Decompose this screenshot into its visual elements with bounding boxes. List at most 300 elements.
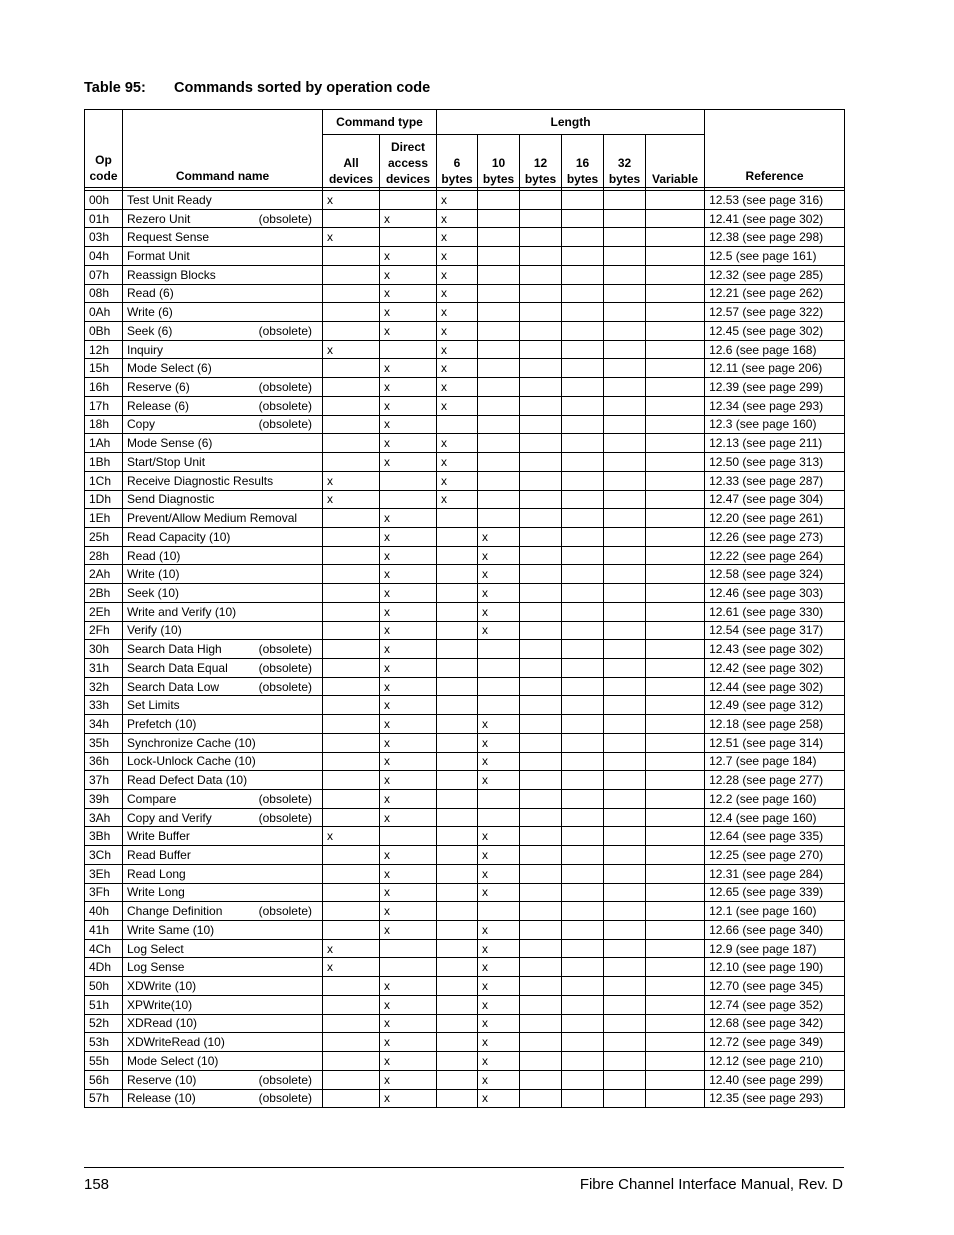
op-code-cell: 03h [85, 228, 123, 247]
bytes10-cell: x [478, 958, 520, 977]
bytes6-cell [437, 527, 478, 546]
bytes10-cell [478, 509, 520, 528]
reference-cell: 12.53 (see page 316) [705, 191, 845, 210]
bytes32-cell [604, 864, 646, 883]
bytes32-cell [604, 1070, 646, 1089]
bytes16-cell [562, 434, 604, 453]
bytes6-cell [437, 1014, 478, 1033]
table-row [85, 621, 845, 640]
bytes6-cell [437, 696, 478, 715]
variable-cell [646, 621, 705, 640]
bytes10-cell: x [478, 939, 520, 958]
bytes16-cell [562, 1033, 604, 1052]
bytes16-cell [562, 939, 604, 958]
bytes12-cell [520, 883, 562, 902]
bytes16-cell [562, 995, 604, 1014]
all-devices-cell: x [323, 471, 380, 490]
bytes6-cell [437, 790, 478, 809]
command-name-cell [123, 1033, 323, 1052]
bytes16-cell [562, 527, 604, 546]
bytes12-cell [520, 1033, 562, 1052]
op-code-cell: 0Ah [85, 303, 123, 322]
bytes16-cell [562, 846, 604, 865]
obsolete-note: (obsolete) [258, 1091, 312, 1106]
all-devices-cell [323, 977, 380, 996]
bytes16-cell [562, 864, 604, 883]
all-devices-cell [323, 303, 380, 322]
command-name-text: Mode Select (10) [127, 1053, 219, 1068]
bytes6-cell: x [437, 228, 478, 247]
bytes10-cell [478, 265, 520, 284]
command-name-cell [123, 546, 323, 565]
command-name-text: Write Buffer [127, 829, 190, 844]
command-name-cell [123, 584, 323, 603]
bytes16-cell [562, 771, 604, 790]
command-name-cell [123, 228, 323, 247]
command-name-text: Log Sense [127, 960, 185, 975]
all-devices-cell [323, 715, 380, 734]
op-code-cell: 32h [85, 677, 123, 696]
direct-access-cell: x [380, 453, 437, 472]
variable-cell [646, 790, 705, 809]
all-devices-cell [323, 808, 380, 827]
table-row [85, 958, 845, 977]
bytes12-cell [520, 1014, 562, 1033]
command-name-cell [123, 1070, 323, 1089]
bytes32-cell [604, 902, 646, 921]
table-body [85, 188, 845, 1108]
variable-cell [646, 921, 705, 940]
reference-cell: 12.25 (see page 270) [705, 846, 845, 865]
variable-cell [646, 322, 705, 341]
variable-cell [646, 359, 705, 378]
variable-cell [646, 658, 705, 677]
all-devices-cell [323, 696, 380, 715]
variable-cell [646, 396, 705, 415]
bytes6-cell [437, 808, 478, 827]
all-devices-cell [323, 995, 380, 1014]
bytes16-cell [562, 1070, 604, 1089]
footer-rule [84, 1167, 844, 1168]
command-name-text: Mode Sense (6) [127, 436, 213, 451]
reference-cell: 12.66 (see page 340) [705, 921, 845, 940]
direct-access-cell: x [380, 977, 437, 996]
bytes6-cell: x [437, 453, 478, 472]
variable-cell [646, 827, 705, 846]
variable-cell [646, 864, 705, 883]
bytes32-cell [604, 1052, 646, 1071]
command-name-text: Write Long [127, 885, 185, 900]
table-row [85, 191, 845, 210]
obsolete-note: (obsolete) [258, 642, 312, 657]
bytes12-cell [520, 902, 562, 921]
bytes10-cell: x [478, 1033, 520, 1052]
bytes12-cell [520, 715, 562, 734]
reference-cell: 12.40 (see page 299) [705, 1070, 845, 1089]
bytes32-cell [604, 471, 646, 490]
obsolete-note: (obsolete) [258, 679, 312, 694]
direct-access-cell: x [380, 902, 437, 921]
col-header-12-bytes: 12 bytes [520, 135, 562, 188]
bytes32-cell [604, 1089, 646, 1108]
obsolete-note: (obsolete) [258, 211, 312, 226]
bytes10-cell: x [478, 977, 520, 996]
bytes10-cell [478, 340, 520, 359]
command-name-text: Write (6) [127, 305, 173, 320]
bytes10-cell: x [478, 733, 520, 752]
bytes16-cell [562, 340, 604, 359]
variable-cell [646, 434, 705, 453]
bytes32-cell [604, 958, 646, 977]
direct-access-cell: x [380, 265, 437, 284]
op-code-cell: 37h [85, 771, 123, 790]
variable-cell [646, 846, 705, 865]
obsolete-note: (obsolete) [258, 904, 312, 919]
command-name-text: Read Capacity (10) [127, 529, 231, 544]
command-name-cell [123, 303, 323, 322]
bytes32-cell [604, 191, 646, 210]
bytes12-cell [520, 977, 562, 996]
bytes10-cell: x [478, 715, 520, 734]
bytes6-cell [437, 1052, 478, 1071]
op-code-cell: 3Bh [85, 827, 123, 846]
bytes6-cell: x [437, 378, 478, 397]
reference-cell: 12.7 (see page 184) [705, 752, 845, 771]
all-devices-cell: x [323, 958, 380, 977]
bytes16-cell [562, 1089, 604, 1108]
command-name-text: Receive Diagnostic Results [127, 473, 274, 488]
bytes6-cell [437, 584, 478, 603]
table-row [85, 883, 845, 902]
command-name-text: Release (6) [127, 398, 190, 413]
bytes6-cell [437, 902, 478, 921]
bytes16-cell [562, 696, 604, 715]
bytes12-cell [520, 790, 562, 809]
direct-access-cell: x [380, 565, 437, 584]
variable-cell [646, 995, 705, 1014]
all-devices-cell [323, 883, 380, 902]
variable-cell [646, 902, 705, 921]
bytes6-cell [437, 846, 478, 865]
bytes10-cell [478, 490, 520, 509]
reference-cell: 12.61 (see page 330) [705, 602, 845, 621]
variable-cell [646, 1070, 705, 1089]
variable-cell [646, 939, 705, 958]
command-name-text: Test Unit Ready [127, 192, 212, 207]
all-devices-cell [323, 247, 380, 266]
bytes32-cell [604, 602, 646, 621]
all-devices-cell [323, 453, 380, 472]
command-name-text: Reassign Blocks [127, 267, 216, 282]
bytes6-cell [437, 733, 478, 752]
bytes10-cell [478, 415, 520, 434]
bytes32-cell [604, 715, 646, 734]
table-row [85, 677, 845, 696]
bytes12-cell [520, 921, 562, 940]
op-code-cell: 33h [85, 696, 123, 715]
bytes16-cell [562, 902, 604, 921]
direct-access-cell [380, 228, 437, 247]
command-name-text: Read (10) [127, 548, 181, 563]
op-code-cell: 1Bh [85, 453, 123, 472]
bytes12-cell [520, 584, 562, 603]
col-header-command-type: Command type [323, 110, 437, 135]
direct-access-cell [380, 340, 437, 359]
bytes10-cell: x [478, 995, 520, 1014]
bytes10-cell: x [478, 1014, 520, 1033]
bytes16-cell [562, 359, 604, 378]
command-name-cell [123, 977, 323, 996]
bytes16-cell [562, 284, 604, 303]
bytes16-cell [562, 584, 604, 603]
command-name-text: Change Definition [127, 904, 223, 919]
command-name-cell [123, 191, 323, 210]
bytes32-cell [604, 771, 646, 790]
reference-cell: 12.43 (see page 302) [705, 640, 845, 659]
bytes10-cell: x [478, 1089, 520, 1108]
all-devices-cell [323, 265, 380, 284]
table-row [85, 247, 845, 266]
table-row [85, 902, 845, 921]
bytes16-cell [562, 658, 604, 677]
bytes12-cell [520, 846, 562, 865]
all-devices-cell [323, 621, 380, 640]
op-code-cell: 1Ch [85, 471, 123, 490]
table-row [85, 771, 845, 790]
command-name-text: Synchronize Cache (10) [127, 735, 256, 750]
all-devices-cell [323, 378, 380, 397]
direct-access-cell: x [380, 396, 437, 415]
bytes12-cell [520, 453, 562, 472]
bytes6-cell [437, 565, 478, 584]
direct-access-cell [380, 827, 437, 846]
all-devices-cell [323, 790, 380, 809]
obsolete-note: (obsolete) [258, 398, 312, 413]
bytes10-cell: x [478, 1052, 520, 1071]
command-name-text: Copy and Verify [127, 810, 212, 825]
bytes32-cell [604, 359, 646, 378]
bytes10-cell [478, 191, 520, 210]
bytes32-cell [604, 640, 646, 659]
command-name-text: Set Limits [127, 698, 180, 713]
bytes16-cell [562, 883, 604, 902]
command-name-cell [123, 808, 323, 827]
table-row [85, 322, 845, 341]
table-row [85, 584, 845, 603]
bytes10-cell [478, 228, 520, 247]
command-name-cell [123, 209, 323, 228]
reference-cell: 12.9 (see page 187) [705, 939, 845, 958]
table-row [85, 658, 845, 677]
bytes32-cell [604, 658, 646, 677]
bytes32-cell [604, 322, 646, 341]
bytes32-cell [604, 696, 646, 715]
direct-access-cell: x [380, 434, 437, 453]
command-name-text: Start/Stop Unit [127, 454, 206, 469]
bytes16-cell [562, 1014, 604, 1033]
direct-access-cell: x [380, 846, 437, 865]
bytes6-cell [437, 995, 478, 1014]
op-code-cell: 16h [85, 378, 123, 397]
document-title: Fibre Channel Interface Manual, Rev. D [579, 1176, 843, 1193]
col-header-10-bytes: 10 bytes [478, 135, 520, 188]
command-name-cell [123, 640, 323, 659]
obsolete-note: (obsolete) [258, 380, 312, 395]
reference-cell: 12.58 (see page 324) [705, 565, 845, 584]
bytes16-cell [562, 247, 604, 266]
op-code-cell: 51h [85, 995, 123, 1014]
bytes6-cell: x [437, 359, 478, 378]
command-name-text: XDRead (10) [127, 1016, 198, 1031]
command-name-text: Rezero Unit [127, 211, 191, 226]
bytes16-cell [562, 228, 604, 247]
op-code-cell: 2Ah [85, 565, 123, 584]
bytes6-cell: x [437, 265, 478, 284]
bytes32-cell [604, 527, 646, 546]
direct-access-cell [380, 471, 437, 490]
command-name-cell [123, 621, 323, 640]
bytes10-cell [478, 359, 520, 378]
table-row [85, 509, 845, 528]
bytes10-cell: x [478, 584, 520, 603]
reference-cell: 12.42 (see page 302) [705, 658, 845, 677]
bytes12-cell [520, 939, 562, 958]
table-title: Commands sorted by operation code [174, 80, 431, 96]
table-row [85, 265, 845, 284]
col-header-reference: Reference [705, 110, 845, 188]
direct-access-cell: x [380, 1089, 437, 1108]
variable-cell [646, 752, 705, 771]
bytes10-cell: x [478, 621, 520, 640]
direct-access-cell: x [380, 621, 437, 640]
bytes16-cell [562, 453, 604, 472]
bytes6-cell [437, 921, 478, 940]
reference-cell: 12.38 (see page 298) [705, 228, 845, 247]
direct-access-cell: x [380, 658, 437, 677]
op-code-cell: 50h [85, 977, 123, 996]
bytes12-cell [520, 378, 562, 397]
variable-cell [646, 677, 705, 696]
bytes32-cell [604, 490, 646, 509]
reference-cell: 12.31 (see page 284) [705, 864, 845, 883]
reference-cell: 12.46 (see page 303) [705, 584, 845, 603]
command-name-cell [123, 378, 323, 397]
variable-cell [646, 228, 705, 247]
bytes32-cell [604, 883, 646, 902]
col-header-32-bytes: 32 bytes [604, 135, 646, 188]
command-name-cell [123, 883, 323, 902]
table-row [85, 790, 845, 809]
op-code-cell: 35h [85, 733, 123, 752]
direct-access-cell: x [380, 322, 437, 341]
op-code-cell: 34h [85, 715, 123, 734]
command-name-cell [123, 1052, 323, 1071]
bytes12-cell [520, 808, 562, 827]
command-name-cell [123, 359, 323, 378]
table-caption [84, 80, 430, 96]
all-devices-cell [323, 1033, 380, 1052]
all-devices-cell [323, 921, 380, 940]
table-row [85, 434, 845, 453]
command-name-text: Request Sense [127, 230, 210, 245]
commands-table [84, 109, 845, 1108]
command-name-text: Read Buffer [127, 848, 191, 863]
direct-access-cell: x [380, 584, 437, 603]
reference-cell: 12.5 (see page 161) [705, 247, 845, 266]
bytes32-cell [604, 677, 646, 696]
command-name-cell [123, 864, 323, 883]
bytes16-cell [562, 790, 604, 809]
bytes16-cell [562, 958, 604, 977]
command-name-text: XDWriteRead (10) [127, 1035, 225, 1050]
bytes32-cell [604, 808, 646, 827]
op-code-cell: 3Fh [85, 883, 123, 902]
direct-access-cell: x [380, 696, 437, 715]
reference-cell: 12.21 (see page 262) [705, 284, 845, 303]
reference-cell: 12.1 (see page 160) [705, 902, 845, 921]
command-name-cell [123, 527, 323, 546]
bytes6-cell: x [437, 396, 478, 415]
table-row [85, 602, 845, 621]
table-row [85, 303, 845, 322]
bytes32-cell [604, 939, 646, 958]
bytes10-cell [478, 640, 520, 659]
command-name-cell [123, 827, 323, 846]
reference-cell: 12.50 (see page 313) [705, 453, 845, 472]
bytes32-cell [604, 921, 646, 940]
op-code-cell: 55h [85, 1052, 123, 1071]
command-name-cell [123, 284, 323, 303]
bytes32-cell [604, 228, 646, 247]
table-row [85, 546, 845, 565]
obsolete-note: (obsolete) [258, 810, 312, 825]
bytes10-cell: x [478, 921, 520, 940]
command-name-cell [123, 434, 323, 453]
bytes32-cell [604, 733, 646, 752]
bytes12-cell [520, 247, 562, 266]
variable-cell [646, 771, 705, 790]
bytes6-cell [437, 1070, 478, 1089]
all-devices-cell [323, 658, 380, 677]
table-row [85, 1052, 845, 1071]
bytes32-cell [604, 434, 646, 453]
command-name-cell [123, 902, 323, 921]
reference-cell: 12.47 (see page 304) [705, 490, 845, 509]
all-devices-cell [323, 677, 380, 696]
reference-cell: 12.35 (see page 293) [705, 1089, 845, 1108]
op-code-cell: 17h [85, 396, 123, 415]
reference-cell: 12.12 (see page 210) [705, 1052, 845, 1071]
command-name-text: Mode Select (6) [127, 361, 212, 376]
variable-cell [646, 471, 705, 490]
table-row [85, 977, 845, 996]
direct-access-cell: x [380, 546, 437, 565]
bytes6-cell [437, 1033, 478, 1052]
table-row [85, 995, 845, 1014]
bytes16-cell [562, 752, 604, 771]
command-name-text: Release (10) [127, 1091, 196, 1106]
direct-access-cell: x [380, 752, 437, 771]
bytes6-cell [437, 602, 478, 621]
command-name-text: Write Same (10) [127, 922, 215, 937]
obsolete-note: (obsolete) [258, 1072, 312, 1087]
op-code-cell: 07h [85, 265, 123, 284]
bytes12-cell [520, 1052, 562, 1071]
table-row [85, 640, 845, 659]
variable-cell [646, 265, 705, 284]
bytes10-cell [478, 696, 520, 715]
variable-cell [646, 565, 705, 584]
